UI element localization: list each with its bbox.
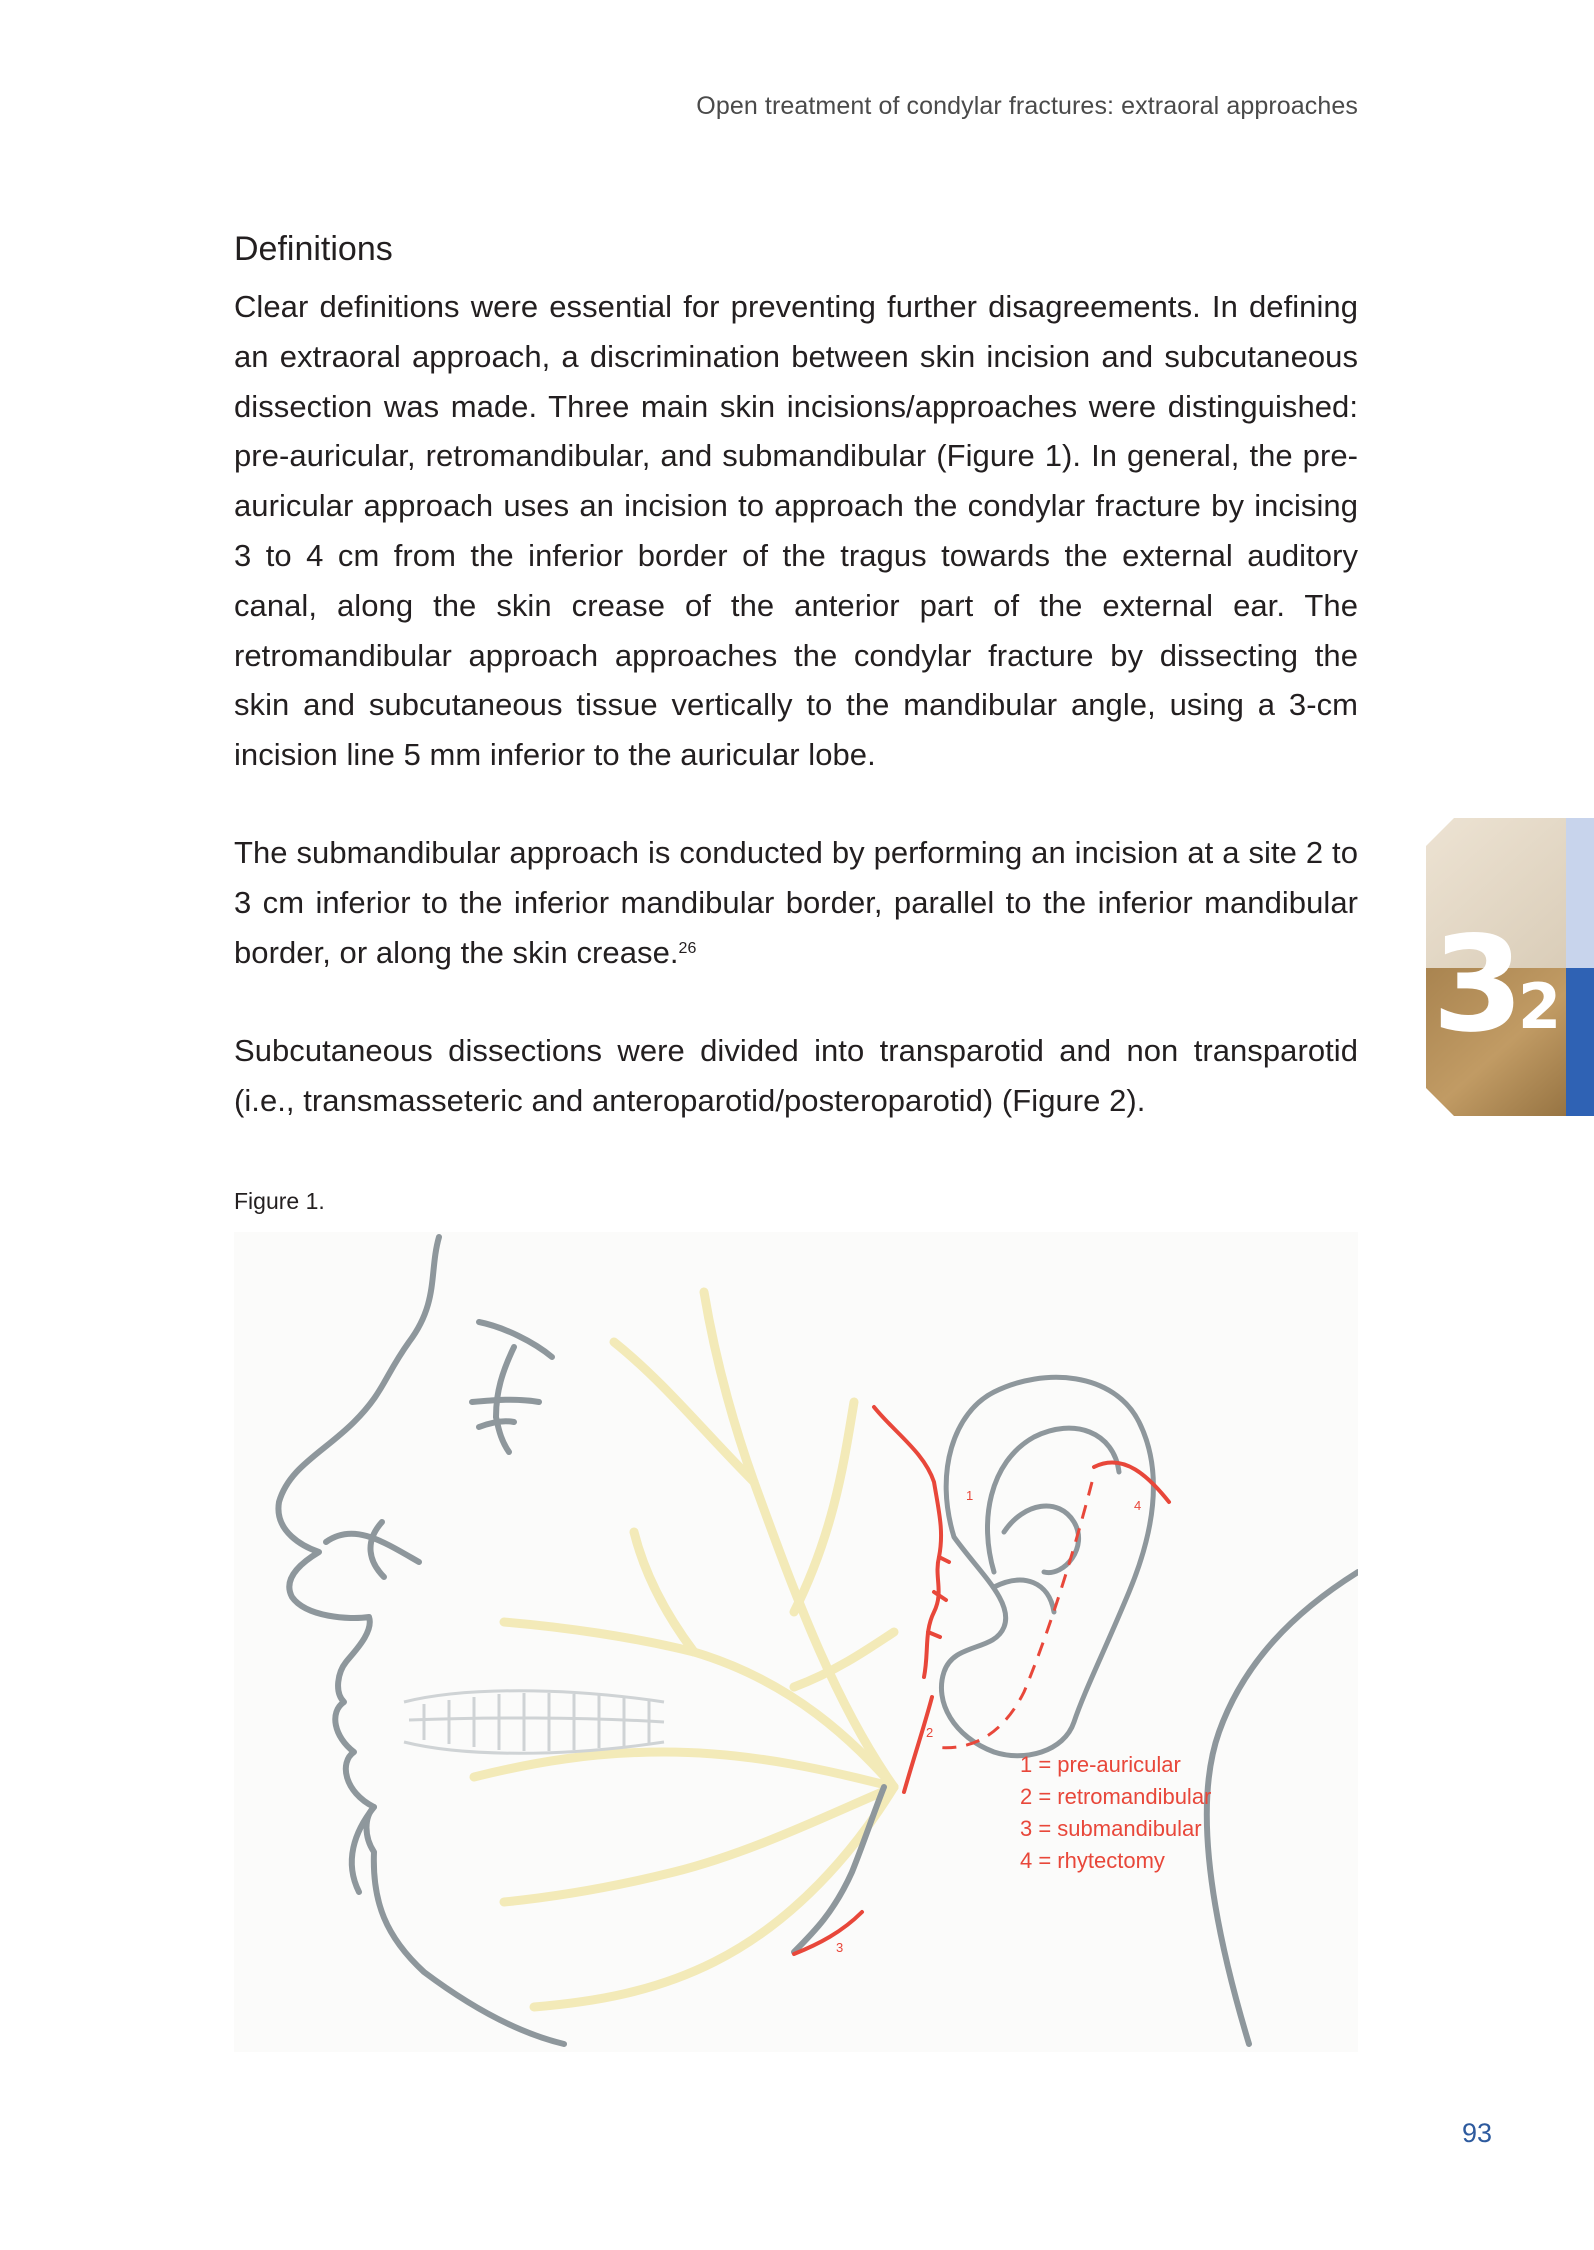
figure-caption: Figure 1. (234, 1188, 325, 1214)
paragraph-2-text: The submandibular approach is conducted by performing an incision at a site 2 to 3 cm inferior to the inferior mandibular border, parallel to the inferior mandibular border, or along the skin crease. (234, 835, 1358, 970)
marker-3: 3 (836, 1940, 844, 1955)
figure-1-illustration (234, 1232, 1358, 2052)
section-heading: Definitions (234, 230, 393, 268)
page-number: 93 (1462, 2118, 1493, 2148)
tab-light-blue-band (1566, 818, 1594, 968)
legend-item: 1 = pre-auricular (1020, 1752, 1181, 1777)
running-head: Open treatment of condylar fractures: extraoral approaches (696, 92, 1358, 120)
legend-item: 3 = submandibular (1020, 1816, 1202, 1841)
chapter-number: 3 (1432, 908, 1524, 1062)
marker-2: 2 (926, 1725, 934, 1740)
marker-1: 1 (966, 1488, 974, 1503)
reference-superscript: 26 (678, 939, 697, 957)
paragraph-2 (234, 828, 1358, 977)
chapter-tab (1426, 818, 1594, 1116)
section-number: 2 (1518, 970, 1562, 1043)
tab-dark-blue-band (1566, 968, 1594, 1116)
paragraph-3: Subcutaneous dissections were divided into transparotid and non transparotid (i.e., transmasseteric and anteroparotid/posteroparotid) (Figure 2). (234, 1033, 1358, 1118)
legend-item: 4 = rhytectomy (1020, 1848, 1165, 1873)
marker-4: 4 (1134, 1498, 1142, 1513)
legend-item: 2 = retromandibular (1020, 1784, 1212, 1809)
paragraph-1: Clear definitions were essential for preventing further disagreements. In defining an extraoral approach, a discrimination between skin incision and subcutaneous dissection was made. Three main skin incisions/approaches were distinguished: pre-auricular, retromandibular, and submandibular (Figure 1). In general, the pre-auricular approach uses an incision to approach the condylar fracture by incising 3 to 4 cm from the inferior border of the tragus towards the external auditory canal, along the skin crease of the anterior part of the external ear. The retromandibular approach approaches the condylar fracture by dissecting the skin and subcutaneous tissue vertically to the mandibular angle, using a 3-cm incision line 5 mm inferior to the auricular lobe. (234, 289, 1358, 773)
